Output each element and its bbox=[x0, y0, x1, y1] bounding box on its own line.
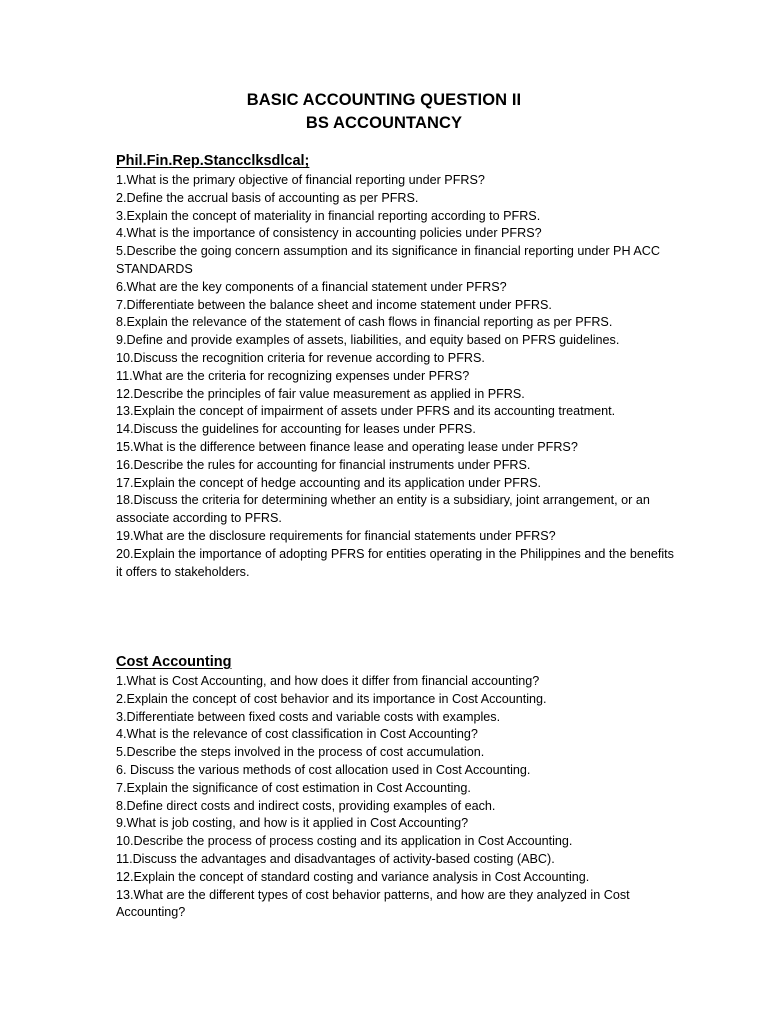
question-item: 18.Discuss the criteria for determining whether an entity is a subsidiary, joint arrangement, or an associate according to PFRS. bbox=[116, 493, 650, 526]
question-item: 19.What are the disclosure requirements for financial statements under PFRS? bbox=[116, 528, 556, 543]
question-item: 17.Explain the concept of hedge accounting and its application under PFRS. bbox=[116, 475, 541, 490]
question-item: 8.Explain the relevance of the statement of cash flows in financial reporting as per PFRS. bbox=[116, 315, 613, 330]
question-item: 15.What is the difference between finance lease and operating lease under PFRS? bbox=[116, 439, 578, 454]
question-item: 11.Discuss the advantages and disadvantages of activity-based costing (ABC). bbox=[116, 851, 555, 866]
question-item: 20.Explain the importance of adopting PFRS for entities operating in the Philippines and the benefits it offers to stakeholders. bbox=[116, 546, 674, 579]
question-item: 5.Describe the going concern assumption and its significance in financial reporting under PH ACC STANDARDS bbox=[116, 244, 660, 276]
question-item: 12.Explain the concept of standard costing and variance analysis in Cost Accounting. bbox=[116, 869, 590, 884]
question-item: 6.What are the key components of a financial statement under PFRS? bbox=[116, 279, 507, 294]
question-list bbox=[116, 673, 676, 922]
question-item: 11.What are the criteria for recognizing expenses under PFRS? bbox=[116, 368, 470, 383]
document-title bbox=[0, 89, 768, 135]
question-item: 4.What is the importance of consistency in accounting policies under PFRS? bbox=[116, 226, 542, 241]
question-item: 10.Describe the process of process costing and its application in Cost Accounting. bbox=[116, 834, 573, 849]
question-item: 8.Define direct costs and indirect costs, providing examples of each. bbox=[116, 798, 496, 813]
title-line-1: BASIC ACCOUNTING QUESTION II bbox=[246, 91, 522, 109]
question-item: 13.What are the different types of cost behavior patterns, and how are they analyzed in Cost Accounting? bbox=[116, 887, 630, 920]
question-item: 1.What is Cost Accounting, and how does it differ from financial accounting? bbox=[116, 674, 540, 688]
question-item: 14.Discuss the guidelines for accounting for leases under PFRS. bbox=[116, 422, 476, 437]
question-item: 9.What is job costing, and how is it applied in Cost Accounting? bbox=[116, 816, 469, 831]
question-item: 3.Differentiate between fixed costs and variable costs with examples. bbox=[116, 709, 501, 724]
section-phil-fin-rep bbox=[116, 150, 676, 581]
question-item: 3.Explain the concept of materiality in financial reporting according to PFRS. bbox=[116, 208, 541, 223]
section-heading: Cost Accounting bbox=[116, 654, 232, 670]
question-item: 10.Discuss the recognition criteria for revenue according to PFRS. bbox=[116, 350, 485, 365]
question-item: 2.Explain the concept of cost behavior and its importance in Cost Accounting. bbox=[116, 691, 547, 706]
question-item: 2.Define the accrual basis of accounting as per PFRS. bbox=[116, 190, 419, 205]
question-item: 6. Discuss the various methods of cost allocation used in Cost Accounting. bbox=[116, 762, 531, 777]
section-cost-accounting bbox=[116, 651, 676, 922]
question-item: 16.Describe the rules for accounting for financial instruments under PFRS. bbox=[116, 457, 531, 472]
question-item: 13.Explain the concept of impairment of assets under PFRS and its accounting treatment. bbox=[116, 404, 616, 419]
question-item: 1.What is the primary objective of financial reporting under PFRS? bbox=[116, 173, 485, 187]
title-line-2: BS ACCOUNTANCY bbox=[305, 114, 463, 132]
question-item: 9.Define and provide examples of assets, liabilities, and equity based on PFRS guidelines. bbox=[116, 333, 620, 348]
question-item: 12.Describe the principles of fair value measurement as applied in PFRS. bbox=[116, 386, 525, 401]
section-heading: Phil.Fin.Rep.Stancclksdlcal; bbox=[116, 153, 310, 169]
question-item: 5.Describe the steps involved in the process of cost accumulation. bbox=[116, 745, 485, 760]
question-list bbox=[116, 172, 676, 581]
question-item: 7.Explain the significance of cost estimation in Cost Accounting. bbox=[116, 780, 471, 795]
question-item: 7.Differentiate between the balance sheet and income statement under PFRS. bbox=[116, 297, 552, 312]
question-item: 4.What is the relevance of cost classification in Cost Accounting? bbox=[116, 727, 478, 742]
